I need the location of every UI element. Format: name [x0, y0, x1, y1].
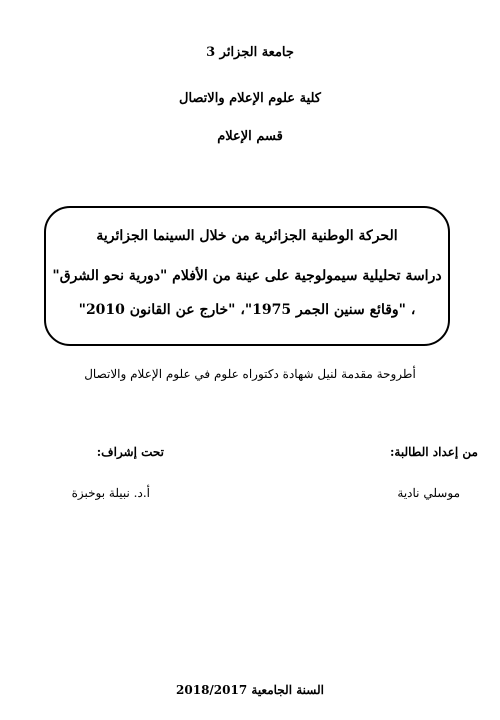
student-name: موسلي نادية: [397, 486, 460, 500]
thesis-subtitle-line-1: دراسة تحليلية سيمولوجية على عينة من الأفلام "دورية نحو الشرق": [52, 268, 442, 284]
supervisor-name: أ.د. نبيلة بوخبزة: [71, 486, 150, 500]
supervised-by-label: تحت إشراف:: [96, 445, 164, 459]
thesis-degree-note: أطروحة مقدمة لنيل شهادة دكتوراه علوم في علوم الإعلام والاتصال: [84, 367, 416, 381]
university-name: جامعة الجزائر 3: [206, 45, 294, 60]
thesis-title-box: [44, 206, 450, 346]
academic-year: السنة الجامعية 2018/2017: [176, 683, 324, 697]
faculty-name: كلية علوم الإعلام والاتصال: [179, 91, 321, 106]
thesis-subtitle-line-2: ، "وقائع سنين الجمر 1975"، "خارج عن القانون 2010": [78, 302, 416, 318]
thesis-main-title: الحركة الوطنية الجزائرية من خلال السينما الجزائرية: [96, 228, 398, 244]
department-name: قسم الإعلام: [217, 129, 283, 144]
prepared-by-label: من إعداد الطالبة:: [389, 445, 478, 459]
